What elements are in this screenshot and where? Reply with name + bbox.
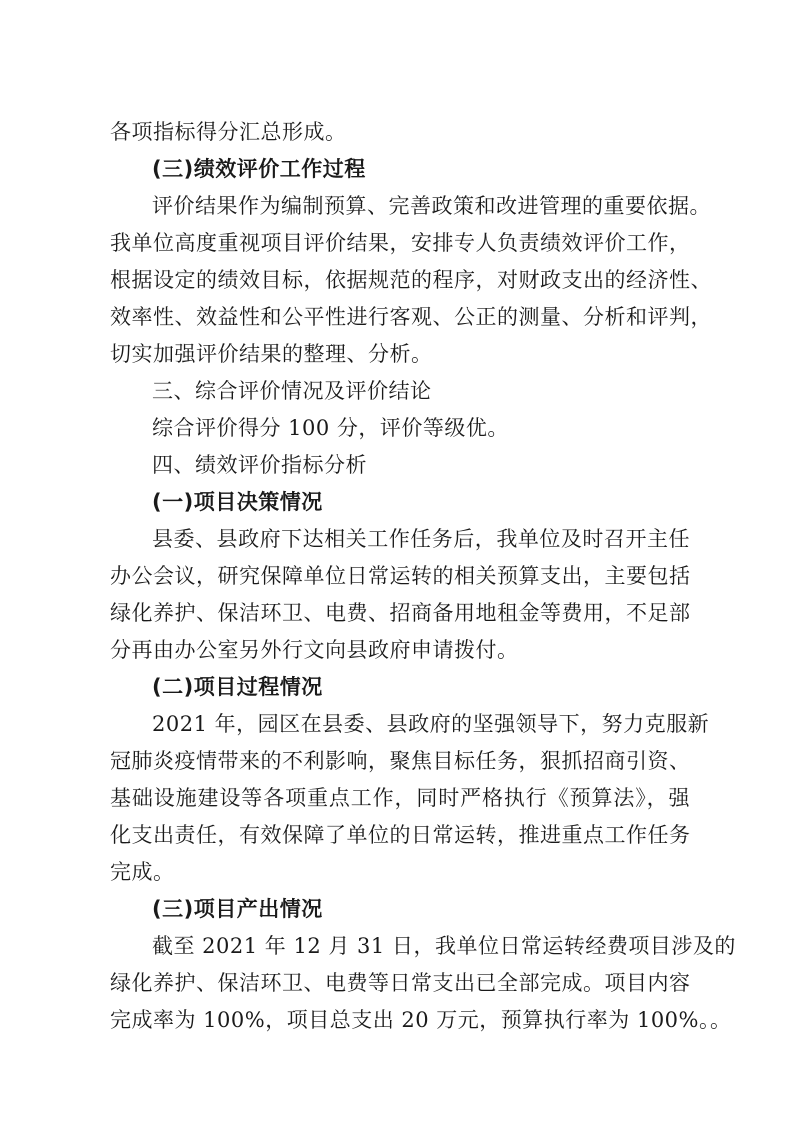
paragraph-line: 化支出责任，有效保障了单位的日常运转，推进重点工作任务 [110,823,691,847]
paragraph-line: 2021 年，园区在县委、县政府的坚强领导下，努力克服新 [152,712,710,736]
paragraph-line: 各项指标得分汇总形成。 [110,120,347,144]
paragraph-line: 冠肺炎疫情带来的不利影响，聚焦目标任务，狠抓招商引资、 [110,749,691,773]
paragraph-line: 绿化养护、保洁环卫、电费、招商备用地租金等费用，不足部 [110,601,691,625]
paragraph-line: 办公会议，研究保障单位日常运转的相关预算支出，主要包括 [110,564,691,588]
paragraph-line: 县委、县政府下达相关工作任务后，我单位及时召开主任 [152,527,690,551]
section-subheading: (二)项目过程情况 [152,675,323,699]
section-subheading: (三)绩效评价工作过程 [152,157,366,181]
paragraph-line: 基础设施建设等各项重点工作，同时严格执行《预算法》，强 [110,786,690,810]
paragraph-line: 评价结果作为编制预算、完善政策和改进管理的重要依据。 [152,194,711,218]
paragraph-line: 完成率为 100%，项目总支出 20 万元，预算执行率为 100%。。 [110,1008,732,1032]
paragraph-line: 截至 2021 年 12 月 31 日，我单位日常运转经费项目涉及的 [152,934,736,958]
paragraph-line: 根据设定的绩效目标，依据规范的程序，对财政支出的经济性、 [110,268,712,292]
section-subheading: (三)项目产出情况 [152,897,323,921]
paragraph-line: 绿化养护、保洁环卫、电费等日常支出已全部完成。项目内容 [110,971,691,995]
section-heading: 四、绩效评价指标分析 [152,453,367,477]
section-subheading: (一)项目决策情况 [152,490,323,514]
paragraph-line: 完成。 [110,860,175,884]
paragraph-line: 综合评价得分 100 分，评价等级优。 [152,416,509,440]
paragraph-line: 切实加强评价结果的整理、分析。 [110,342,433,366]
document-body [110,114,736,1039]
paragraph-line: 效率性、效益性和公平性进行客观、公正的测量、分析和评判， [110,305,712,329]
paragraph-line: 我单位高度重视项目评价结果，安排专人负责绩效评价工作， [110,231,691,255]
paragraph-line: 分再由办公室另外行文向县政府申请拨付。 [110,638,519,662]
section-heading: 三、综合评价情况及评价结论 [152,379,432,403]
